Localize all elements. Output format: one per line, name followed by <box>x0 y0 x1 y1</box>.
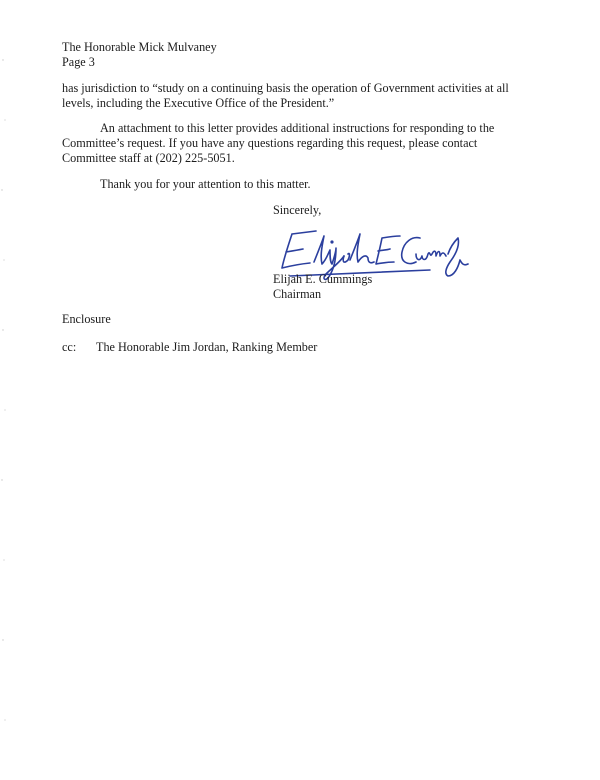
enclosure-note: Enclosure <box>62 312 111 326</box>
page-number: Page 3 <box>62 55 95 69</box>
signer-title: Chairman <box>273 287 322 301</box>
letter-header <box>62 40 217 70</box>
paragraph-jurisdiction <box>62 81 509 111</box>
paragraph-line: An attachment to this letter provides additional instructions for responding to the <box>100 121 495 135</box>
paragraph-line: levels, including the Executive Office of the President.” <box>62 96 335 110</box>
cc-recipient: The Honorable Jim Jordan, Ranking Member <box>96 340 318 354</box>
paragraph-line: has jurisdiction to “study on a continuing basis the operation of Government activities at all <box>62 81 509 95</box>
signer-name: Elijah E. Cummings <box>273 272 373 286</box>
paragraph-attachment <box>62 121 494 166</box>
closing-salutation: Sincerely, <box>273 203 322 217</box>
cc-line <box>62 340 317 355</box>
paragraph-line: Committee’s request. If you have any questions regarding this request, please contact <box>62 136 478 150</box>
cc-label: cc: <box>62 340 77 354</box>
paragraph-line: Committee staff at (202) 225-5051. <box>62 151 235 165</box>
paragraph-thanks: Thank you for your attention to this matter. <box>100 177 311 191</box>
recipient-line: The Honorable Mick Mulvaney <box>62 40 217 54</box>
scan-artifacts <box>0 0 10 780</box>
